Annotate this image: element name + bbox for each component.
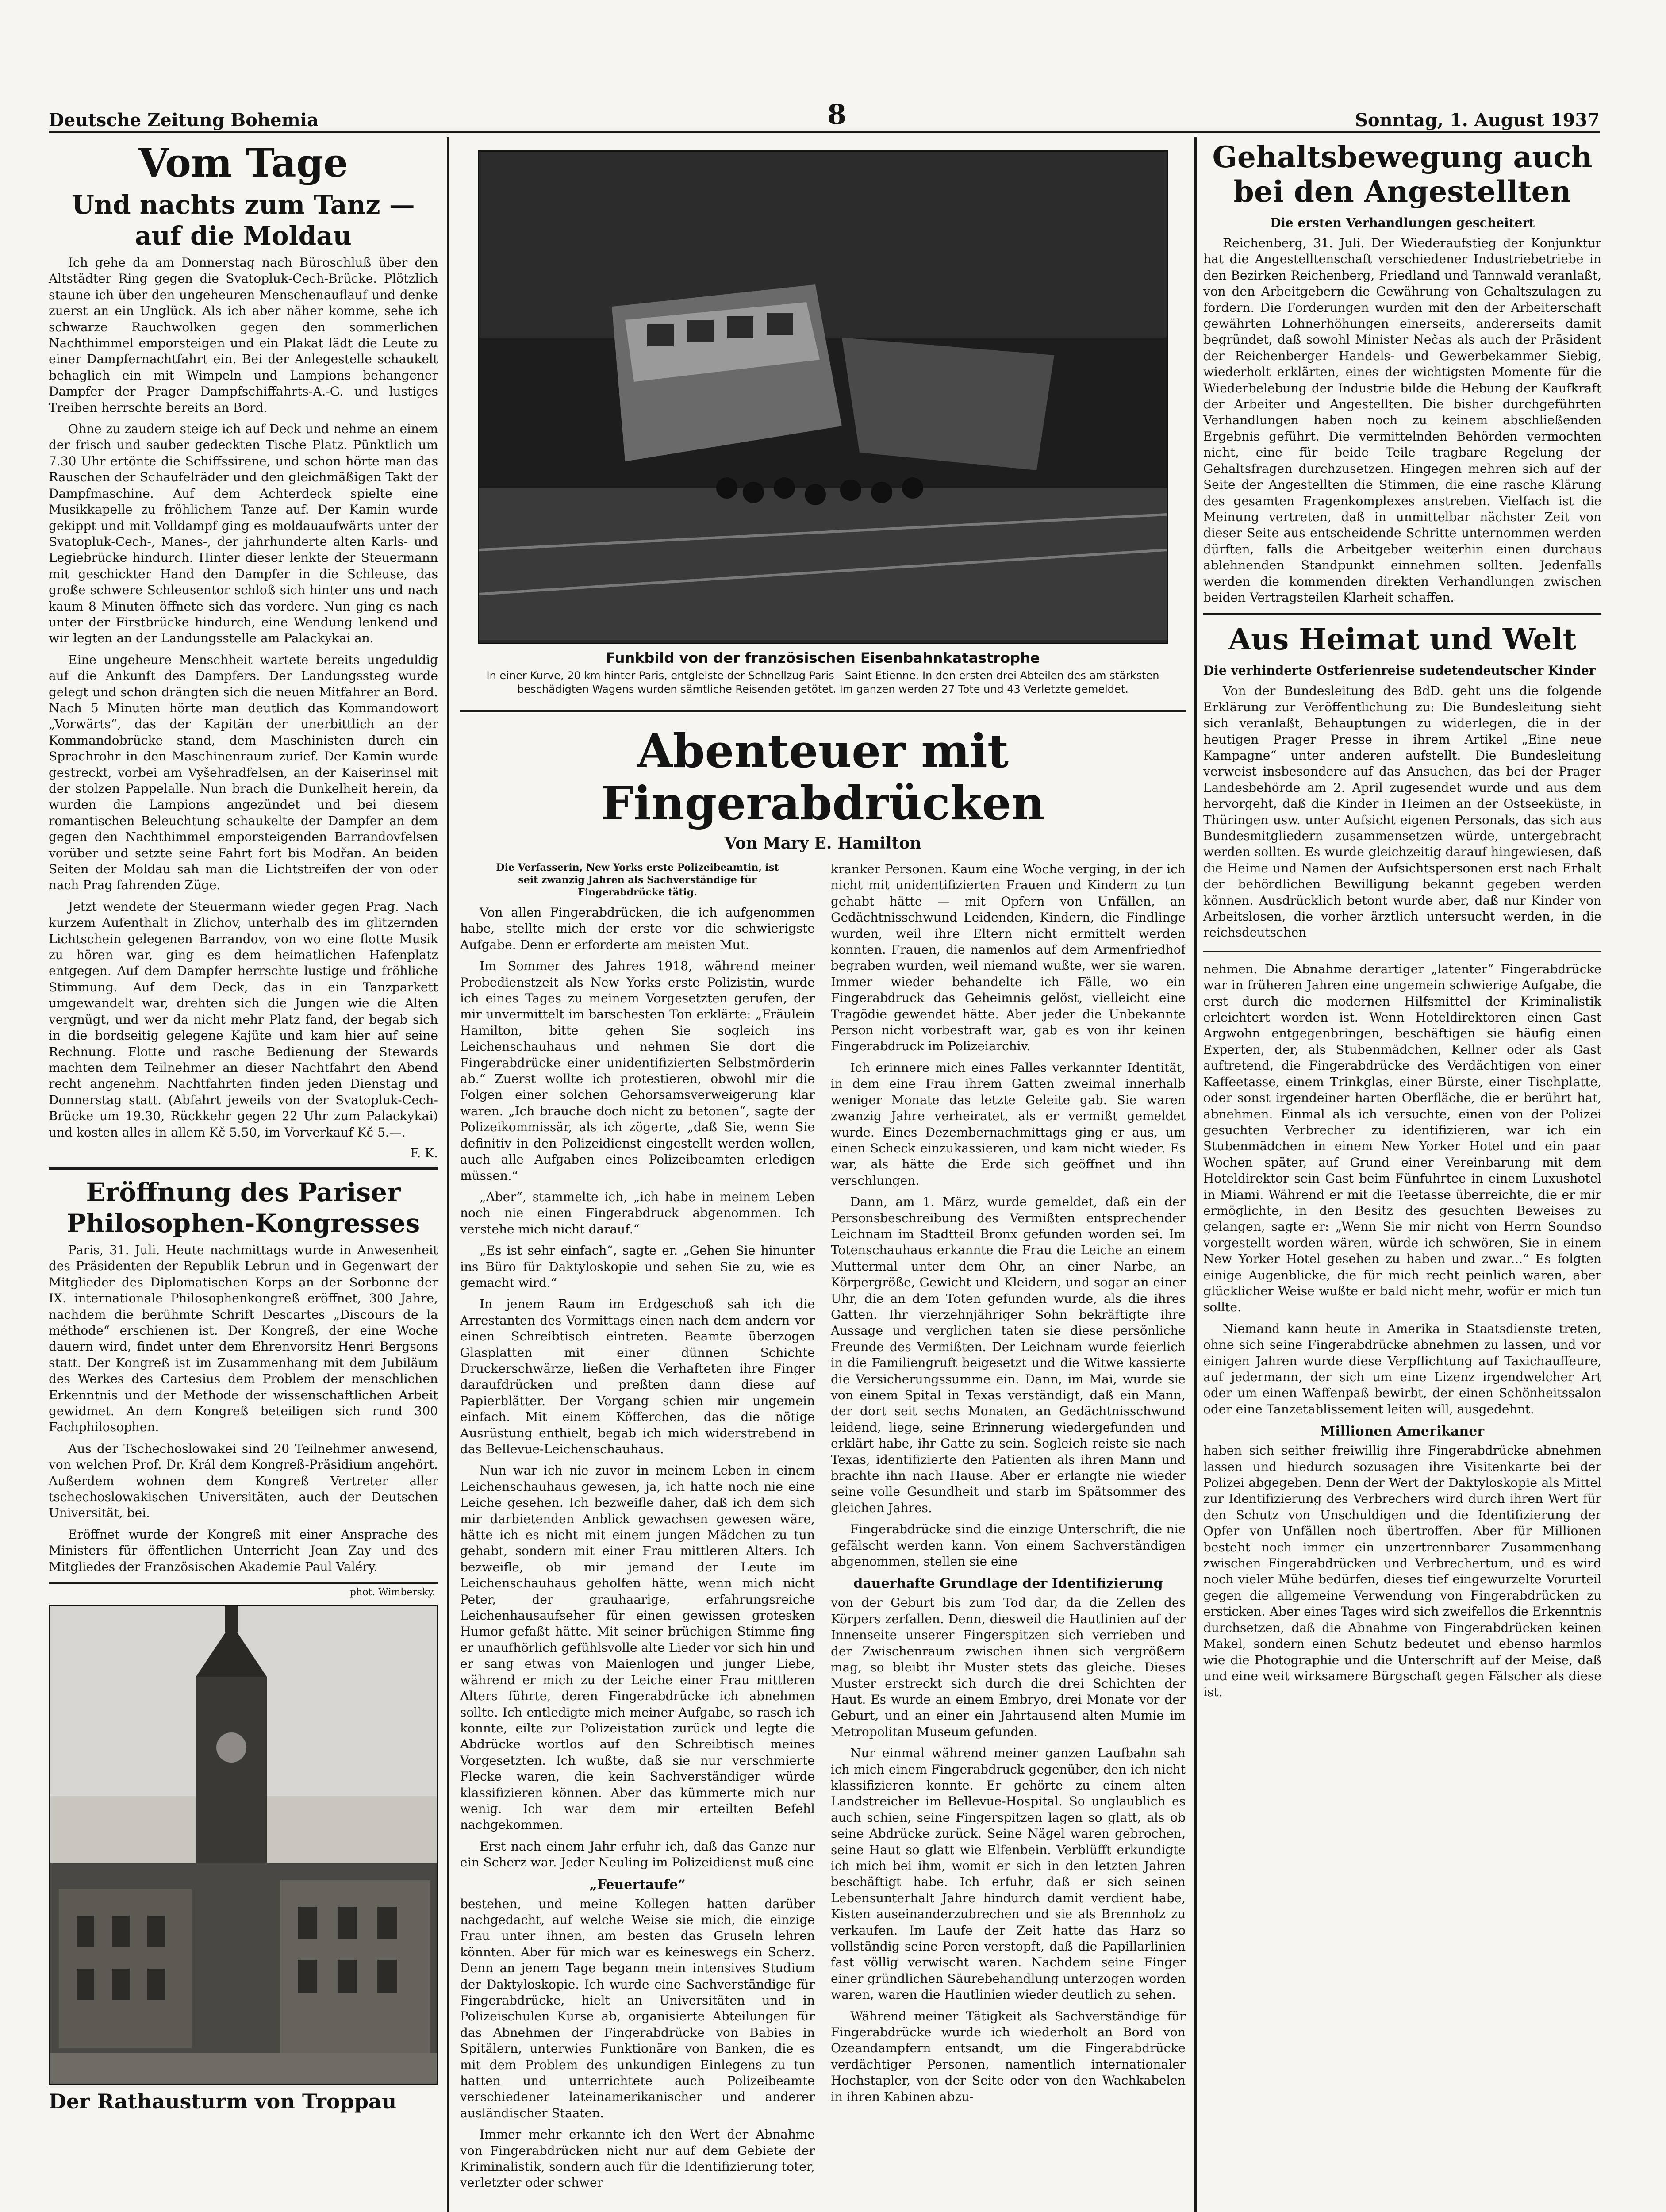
photo-credit: phot. Wimbersky. bbox=[349, 1587, 435, 1598]
article-paragraph: Von allen Fingerabdrücken, die ich aufgenommen habe, stellte mich der erste vor die schwierigste Aufgabe. Denn er erforderte am meisten Mut. bbox=[460, 905, 815, 952]
article-paragraph: Erst nach einem Jahr erfuhr ich, daß das Ganze nur ein Scherz war. Jeder Neuling im Polizeidienst muß eine bbox=[460, 1839, 815, 1870]
article-paragraph: Paris, 31. Juli. Heute nachmittags wurde in Anwesenheit des Präsidenten der Republik Lebrun und in Gegenwart der Mitglieder des Diplomatischen Korps an der Sorbonne der IX. internationale Philosophenkongreß eröffnet, 300 Jahre, nachdem die berühmte Schrift Descartes „Discours de la méthode“ erschienen ist. Der Kongreß, der eine Woche dauern wird, findet unter dem Ehrenvorsitz Henri Bergsons statt. Der Kongreß ist im Zusammenhang mit dem Jubiläum des Werkes des Cartesius dem Problem der menschlichen Erkenntnis und der Methode der wissenschaftlichen Arbeit gewidmet. An dem Kongreß beteiligen sich rund 300 Fachphilosophen. bbox=[49, 1242, 438, 1435]
article-paragraph: Während meiner Tätigkeit als Sachverständige für Fingerabdrücke wurde ich wiederholt an Bord von Ozeandampfern entsandt, um die Fingerabdrücke verdächtiger Personen, namentlich internationaler Hochstapler, von der Seite oder von den Wachkabelen in ihren Kabinen abzu- bbox=[831, 2008, 1186, 2104]
article-subtitle: Die ersten Verhandlungen gescheitert bbox=[1270, 215, 1535, 230]
article-paragraph: Ich gehe da am Donnerstag nach Büroschluß über den Altstädter Ring gegen die Svatopluk-Cech-Brücke. Plötzlich staune ich über den ungeheuren Menschenauflauf und denke zuerst an ein Unglück. Als ich aber näher komme, sehe ich schwarze Rauchwolken gegen den sommerlichen Nachthimmel emporsteigen und ein Plakat lädt die Leute zu einer Dampfernachtfahrt ein. Bei der Anlegestelle schaukelt behaglich ein mit Wimpeln und Lampions behangener Dampfer der Prager Dampfschiffahrts-A.-G. und lustiges Treiben herrschte bereits an Bord. bbox=[49, 255, 438, 415]
article-separator bbox=[49, 1167, 438, 1170]
photo-caption-title: Funkbild von der französischen Eisenbahnkatastrophe bbox=[606, 649, 1040, 666]
article-paragraph: Niemand kann heute in Amerika in Staatsdienste treten, ohne sich seine Fingerabdrücke abnehmen zu lassen, und vor einigen Jahren wurde diese Verpflichtung auf Taxichauffeure, auf jedermann, der sich um eine Lizenz irgendwelcher Art oder um einen Waffenpaß bewirbt, der einen Schönheitssalon oder eine Tanzetablissement leiten will, ausgedehnt. bbox=[1203, 1321, 1601, 1417]
article-title-fingerabdruecke: Abenteuer mit Fingerabdrücken bbox=[601, 724, 1045, 830]
town-hall-tower-image bbox=[50, 1606, 438, 2084]
author-intro: Die Verfasserin, New Yorks erste Polizeibeamtin, ist seit zwanzig Jahren als Sachverständige für Fingerabdrücke tätig. bbox=[496, 862, 779, 898]
article-separator bbox=[49, 1582, 438, 1584]
issue-date: Sonntag, 1. August 1937 bbox=[1355, 110, 1600, 131]
article-paragraph: Eröffnet wurde der Kongreß mit einer Ansprache des Ministers für öffentlichen Unterricht Jean Zay und des Mitgliedes der Französischen Akademie Paul Valéry. bbox=[49, 1527, 438, 1574]
article-separator bbox=[460, 710, 1186, 712]
article-paragraph: In jenem Raum im Erdgeschoß sah ich die Arrestanten des Vormittags einen nach dem andern vor einen Schreibtisch eintreten. Beamte überzogen Glasplatten mit einer dünnen Schichte Druckerschwärze, ließen die Verhafteten ihre Finger daraufdrücken und preßten dann diese auf Papierblätter. Der Vorgang schien mir ungemein einfach. Mit einem Köfferchen, das die nötige Ausrüstung enthielt, begab ich mich widerstrebend in das Bellevue-Leichenschauhaus. bbox=[460, 1297, 815, 1456]
article-right-column bbox=[831, 861, 1186, 2197]
article-paragraph: „Es ist sehr einfach“, sagte er. „Gehen Sie hinunter ins Büro für Daktyloskopie und sehen Sie zu, wie es gemacht wird.“ bbox=[460, 1243, 815, 1290]
article-paragraph: bestehen, und meine Kollegen hatten darüber nachgedacht, auf welche Weise sie mich, die einzige Frau unter ihnen, am besten das Gruseln lehren könnten. Aber für mich war es keineswegs ein Scherz. Denn an jenem Tage begann mein intensives Studium der Daktyloskopie. Ich wurde eine Sachverständige für Fingerabdrücke, hielt an Universitäten und in Polizeischulen Kurse ab, organisierte Abteilungen für das Abnehmen der Fingerabdrücke von Babies in Spitälern, unterwies Funktionäre von Banken, die es mit dem Problem des unkundigen Einlegens zu tun hatten und unterrichtete auch Polizeibeamte verschiedener lateinamerikanischer und anderer ausländischer Staaten. bbox=[460, 1896, 815, 2120]
newspaper-name: Deutsche Zeitung Bohemia bbox=[49, 110, 319, 131]
article-paragraph: Nur einmal während meiner ganzen Laufbahn sah ich mich einem Fingerabdruck gegenüber, den ich nicht klassifizieren konnte. Er gehörte zu einem alten Landstreicher im Bellevue-Hospital. So unglaublich es auch schien, seine Fingerspitzen lagen so glatt, als ob seine Abdrücke zurück. Seine Nägel waren gebrochen, seine Haut so glatt wie Elfenbein. Verblüfft erkundigte ich mich bei ihm, womit er sich in den letzten Jahren beschäftigt habe. Ich erfuhr, daß er sich seinen Lebensunterhalt Jahre hindurch damit verdient habe, Kisten auseinanderzubrechen und sie als Brennholz zu verkaufen. Im Laufe der Zeit hatte das Harz so vollständig seine Poren verstopft, daß die Papillarlinien fast völlig verwischt waren. Nachdem seine Finger einer gründlichen Säurebehandlung unterzogen worden waren, waren die Hautlinien wieder deutlich zu sehen. bbox=[831, 1746, 1186, 2002]
photo-caption: Der Rathausturm von Troppau bbox=[49, 2089, 397, 2114]
article-left-column bbox=[460, 861, 815, 2197]
column-left bbox=[49, 137, 438, 2113]
article-paragraph: Im Sommer des Jahres 1918, während meiner Probedienstzeit als New Yorks erste Polizistin, wurde ich eines Tages zu meinem Vorgesetzten gerufen, der mir unvermittelt im barschesten Ton erklärte: „Fräulein Hamilton, bitte gehen Sie sogleich ins Leichenschauhaus und nehmen Sie dort die Fingerabdrücke einer unidentifizierten Selbstmörderin ab.“ Zuerst wollte ich protestieren, obwohl mir die Folgen einer solchen Gehorsamsverweigerung klar waren. „Ich brauche doch nicht zu betonen“, sagte der Polizeikommissär, als ich zögerte, „daß Sie, wenn Sie definitiv in den Polizeidienst eingestellt werden wollen, auch alle Aufgaben eines Polizeibeamten erledigen müssen.“ bbox=[460, 959, 815, 1183]
article-signature: F. K. bbox=[410, 1145, 438, 1160]
article-paragraph: Von der Bundesleitung des BdD. geht uns die folgende Erklärung zur Veröffentlichung zu: Die Bundesleitung sieht sich veranlaßt, Behauptungen zu widerlegen, die in der heutigen Prager Presse in ihrem Artikel „Eine neue Kampagne“ unter anderen aufstellt. Die Bundesleitung verweist insbesondere auf das Ansuchen, das bei der Prager Landesbehörde am 2. April zugesendet wurde und aus dem hervorgeht, daß die Kinder in Heimen an der Ostseeküste, in Thüringen usw. unter Aufsicht eigenen Personals, das sich aus Bundesmitgliedern zusammensetzen würde, untergebracht werden sollten. Es wurde gleichzeitig darauf hingewiesen, daß die Heime und Namen der Aufsichtspersonen erst nach Erhalt der behördlichen Bewilligung bekannt gegeben werden können. Ausdrücklich betont wurde aber, daß nur Kinder von Arbeitslosen, die vorher ärztlich untersucht werden, in die reichsdeutschen bbox=[1203, 684, 1601, 940]
article-title-moldau: Und nachts zum Tanz — auf die Moldau bbox=[72, 190, 415, 251]
troppau-photo bbox=[49, 1605, 438, 2085]
masthead bbox=[49, 91, 1600, 133]
article-paragraph: haben sich seither freiwillig ihre Fingerabdrücke abnehmen lassen und hiedurch sozusagen ihre Visitenkarte bei der Polizei abgegeben. Denn der Wert der Daktyloskopie als Mittel zur Identifizierung des Verbrechers wird durch ihren Wert für den Schutz von Unschuldigen und die Identifizierung der Opfer von Unfällen noch übertroffen. Aber für Millionen besteht noch immer ein unzertrennbarer Zusammenhang zwischen Fingerabdrücken und Verbrechertum, und es wird noch vieler Mühe bedürfen, dieses tief eingewurzelte Vorurteil gegen die allgemeine Verwendung von Fingerabdrücken zu ersticken. Aber eines Tages wird sich zweifellos die Erkenntnis durchsetzen, daß die Abnahme von Fingerabdrücken keinen Makel, sondern einen Schutz bedeutet und ebenso harmlos wie die Photographie und die Unterschrift auf der Meise, daß und eine weit wirksamere Bürgschaft gegen Fälscher als diese ist. bbox=[1203, 1443, 1601, 1700]
article-subhead: dauerhafte Grundlage der Identifizierung bbox=[853, 1576, 1163, 1592]
column-divider bbox=[1194, 137, 1197, 2212]
article-paragraph: Eine ungeheure Menschheit wartete bereits ungeduldig auf die Ankunft des Dampfers. Der Landungssteg wurde gelegt und schon drängten sich die neuen Mitfahrer an Bord. Nach 5 Minuten hörte man deutlich das Kommandowort „Vorwärts“, das der Kapitän der unerbittlich an der Kommandobrücke stand, dem Maschinisten durch ein Sprachrohr in den Maschinenraum zurief. Der Kamin wurde gestreckt, vorbei am Vyšehradfelsen, an der Kaiserinsel mit der stolzen Pappelalle. Nun brach die Dunkelheit herein, da wurden die Lampions angezündet und bei diesem romantischen Beleuchtung schaukelte der Dampfer an dem gegen den Nachthimmel emporsteigenden Barrandovfelsen vorüber und setzte seine Fahrt fort bis Modřan. An beiden Seiten der Moldau sah man die Lichtstreifen der von oder nach Prag fahrenden Züge. bbox=[49, 652, 438, 893]
column-right bbox=[1203, 137, 1601, 1706]
article-title-gehaltsbewegung: Gehaltsbewegung auch bei den Angestellten bbox=[1212, 140, 1593, 209]
article-two-columns bbox=[460, 861, 1186, 2197]
article-paragraph: Immer mehr erkannte ich den Wert der Abnahme von Fingerabdrücken nicht nur auf dem Gebiete der Kriminalistik, sondern auch für die Identifizierung toter, verletzter oder schwer bbox=[460, 2127, 815, 2190]
article-byline: Von Mary E. Hamilton bbox=[724, 834, 921, 853]
column-break-line bbox=[1203, 951, 1601, 952]
troppau-photo-block bbox=[49, 1587, 438, 2114]
article-paragraph: Dann, am 1. März, wurde gemeldet, daß ein der Personsbeschreibung des Vermißten entsprechender Leichnam im Stadtteil Bronx gefunden worden sei. Im Totenschauhaus erkannte die Frau die Leiche an einem Muttermal unter dem Ohr, an einer Narbe, an Körpergröße, Gewicht und Kleidern, und sogar an einer Uhr, die an dem Toten gefunden wurde, als die ihres Gatten. Ihr vierzehnjähriger Sohn bekräftigte ihre Aussage und verglichen taten sie diese persönliche Freunde des Vermißten. Der Leichnam wurde feierlich in die Familiengruft beigesetzt und die Witwe kassierte die Versicherungssumme ein. Dann, im Mai, wurde sie von einem Spital in Texas verständigt, daß ein Mann, der dort seit sechs Monaten, an Gedächtnisschwund leidend, liege, seine Erinnerung wiedergefunden und erklärt habe, ihr Gatte zu sein. Sogleich reiste sie nach Texas, identifizierte den Patienten als ihren Mann und brachte ihn nach Hause. Aber er erlangte nie wieder seine volle Gesundheit und starb im Spätsommer des gleichen Jahres. bbox=[831, 1194, 1186, 1515]
article-separator bbox=[1203, 613, 1601, 615]
article-paragraph: „Aber“, stammelte ich, „ich habe in meinem Leben noch nie einen Fingerabdruck abgenommen. Ich verstehe mich nicht darauf.“ bbox=[460, 1189, 815, 1237]
article-paragraph: Reichenberg, 31. Juli. Der Wiederaufstieg der Konjunktur hat die Angestelltenschaft verschiedener Industriebetriebe in den Bezirken Reichenberg, Friedland und Tannwald veranlaßt, von den Arbeitgebern die Gewährung von Gehaltszulagen zu fordern. Die Forderungen wurden mit den der Arbeiterschaft gewährten Lohnerhöhungen einerseits, andererseits damit begründet, daß sowohl Minister Nečas als auch der Präsident der Reichenberger Handels- und Gewerbekammer Siebig, wiederholt erklärten, eines der wichtigsten Momente für die Wiederbelebung der Industrie bilde die Hebung der Kaufkraft der Arbeiter und Angestellten. Die bisher durchgeführten Verhandlungen haben noch zu keinem abschließenden Ergebnis geführt. Die vermittelnden Behörden vermochten nicht, eine für beide Teile tragbare Regelung der Gehaltsfragen durchzusetzen. Hingegen mehren sich auf der Seite der Angestellten die Stimmen, die eine rasche Klärung des gesamten Fragenkomplexes anstreben. Vielfach ist die Meinung vertreten, daß in unmittelbar nächster Zeit von dieser Seite aus entscheidende Schritte unternommen werden dürften, falls die Arbeitgeber weiterhin einen durchaus ablehnenden Standpunkt einnehmen sollten. Jedenfalls werden die kommenden direkten Verhandlungen zwischen beiden Vertragsteilen Klarheit schaffen. bbox=[1203, 236, 1601, 605]
article-paragraph: Jetzt wendete der Steuermann wieder gegen Prag. Nach kurzem Aufenthalt in Zlichov, unterhalb des im glitzernden Lichtschein gelegenen Barrandov, von wo eine flotte Musik zu hören war, ging es dem heimatlichen Hafenplatz entgegen. Auf dem Dampfer herrschte lustige und fröhliche Stimmung. Auf dem Deck, das in ein Tanzparkett umgewandelt war, drehten sich die Jungen wie die Alten vergnügt, und wer da nicht mehr Platz fand, der begab sich in die bordseitig gelegene Kajüte und kam hier auf seine Rechnung. Flotte und rasche Bedienung der Stewards machten dem Teilnehmer an dieser Nachtfahrt den Abend recht angenehm. Nachtfahrten finden jeden Dienstag und Donnerstag statt. (Abfahrt jeweils von der Svatopluk-Cech-Brücke um 19.30, Rückkehr gegen 22 Uhr zum Palackykai) und kosten alles in allem Kč 5.50, im Vorverkauf Kč 5.—. bbox=[49, 899, 438, 1140]
article-subhead: „Feuertaufe“ bbox=[589, 1877, 686, 1893]
section-title-vom-tage: Vom Tage bbox=[138, 140, 349, 186]
column-divider bbox=[447, 137, 449, 2212]
article-paragraph: Ohne zu zaudern steige ich auf Deck und nehme an einem der frisch und sauber gedeckten Tische Platz. Pünktlich um 7.30 Uhr ertönte die Schiffssirene, und schon hörte man das Rauschen der Schaufelräder und den gleichmäßigen Takt der Dampfmaschine. Auf dem Achterdeck spielte eine Musikkapelle zu fröhlichem Tanze auf. Der Kamin wurde gekippt und mit Volldampf ging es moldauaufwärts unter der Svatopluk-Cech-, Manes-, der jahrhunderte alten Karls- und Legiebrücke hindurch. Hinter dieser lenkte der Steuermann mit geschickter Hand den Dampfer in die Schleuse, das große schwere Schleusentor schloß sich hinter uns und nach kaum 8 Minuten öffnete sich das vordere. Nun ging es nach unter der Firstbrücke hindurch, eine Wendung lenkend und wir legten an der Landungsstelle am Palackykai an. bbox=[49, 422, 438, 646]
article-subhead: Millionen Amerikaner bbox=[1320, 1424, 1485, 1440]
photo-caption-text: In einer Kurve, 20 km hinter Paris, entgleiste der Schnellzug Paris—Saint Etienne. In den ersten drei Abteilen des am stärksten beschädigten Wagens wurden sämtliche Reisenden getötet. Im ganzen werden 27 Tote und 43 Verletzte gemeldet. bbox=[486, 669, 1159, 695]
column-center bbox=[460, 137, 1186, 2197]
article-paragraph: Nun war ich nie zuvor in meinem Leben in einem Leichenschauhaus gewesen, ja, ich hatte noch nie eine Leiche gesehen. Ich bezweifle daher, daß ich dem sich mir darbietenden Anblick gewachsen gewesen wäre, hätte ich es nicht mit einem jungen Mädchen zu tun gehabt, sondern mit einer Frau mittleren Alters. Ich bezweifle, ob mir jemand der Leute im Leichenschauhaus geholfen hätte, wenn mich nicht Peter, der grauhaarige, erfahrungsreiche Leichenhausaufseher für einen gewissen grotesken Humor gefaßt hätte. Mit seiner brüchigen Stimme fing er unaufhörlich gefühlsvolle alte Lieder vor sich hin und er sang etwas von Maienlogen und junger Liebe, während er mich zu der Leiche einer Frau mittleren Alters führte, deren Fingerabdrücke ich abnehmen sollte. Ich entledigte mich meiner Aufgabe, so rasch ich konnte, eilte zur Polizeistation zurück und legte die Abdrücke wortlos auf den Schreibtisch meines Vorgesetzten. Ich wußte, daß sie nur verschmierte Flecke waren, die kein Sachverständiger würde klassifizieren können. Aber das kümmerte mich nur wenig. Ich war dem mir erteilten Befehl nachgekommen. bbox=[460, 1463, 815, 1832]
train-wreck-image bbox=[479, 152, 1167, 640]
section-title-heimat-und-welt: Aus Heimat und Welt bbox=[1228, 622, 1577, 657]
article-paragraph: Ich erinnere mich eines Falles verkannter Identität, in dem eine Frau ihrem Gatten zweimal innerhalb weniger Monate das letzte Geleite gab. Sie waren zwanzig Jahre verheiratet, als er vermißt gemeldet wurde. Eines Dezembernachmittags ging er aus, um einen Scheck einzukassieren, und kam nicht wieder. Es war, als hätte die Erde sich geöffnet und ihn verschlungen. bbox=[831, 1060, 1186, 1188]
article-paragraph: nehmen. Die Abnahme derartiger „latenter“ Fingerabdrücke war in früheren Jahren eine ungemein schwierige Aufgabe, die erst durch die modernen Hilfsmittel der Kriminalistik erleichtert worden ist. Wenn Hoteldirektoren einen Gast Argwohn entgegenbringen, beschäftigen sie häufig einen Experten, der, als Stubenmädchen, Kellner oder als Gast auftretend, die Fingerabdrücke des Verdächtigen von einer Kaffeetasse, einem Trinkglas, einer Bürste, einer Tischplatte, oder sonst irgendeiner harten Oberfläche, die er berührt hat, abnehmen. Einmal als ich versuchte, einen von der Polizei gesuchten Verbrecher zu identifizieren, war ich ein Stubenmädchen in einem New Yorker Hotel und ein paar Wochen später, auf Grund einer Vereinbarung mit dem Hoteldirektor sein Gast beim Fünfuhrtee in einem Luxushotel in Miami. Während er mit die Teetasse überreichte, die er mir ermöglichte, in den Besitz des gesuchten Beweises zu gelangen, sagte er: „Wenn Sie mir nicht von Herrn Soundso vorgestellt worden wären, würde ich schwören, Sie in einem New Yorker Hotel gesehen zu haben und zwar...“ Es folgten einige Augenblicke, die für mich recht peinlich waren, aber glücklicher Weise wußte er bald nicht mehr, wofür er mich tun sollte. bbox=[1203, 961, 1601, 1315]
article-paragraph: Aus der Tschechoslowakei sind 20 Teilnehmer anwesend, von welchen Prof. Dr. Král dem Kongreß-Präsidium angehört. Außerdem wohnen dem Kongreß Vertreter aller tschechoslowakischen Universitäten, auch der Deutschen Universität, bei. bbox=[49, 1441, 438, 1521]
article-paragraph: Fingerabdrücke sind die einzige Unterschrift, die nie gefälscht werden kann. Von einem Sachverständigen abgenommen, stellen sie eine bbox=[831, 1522, 1186, 1569]
article-paragraph: kranker Personen. Kaum eine Woche verging, in der ich nicht mit unidentifizierten Frauen und Kindern zu tun gehabt hätte — mit Opfern von Unfällen, an Gedächtnisschwund Leidenden, Kindern, die Findlinge wurden, weil ihre Eltern nicht ermittelt werden konnten. Frauen, die namenlos auf dem Armenfriedhof begraben wurden, weil niemand wußte, wer sie waren. Immer wieder behandelte ich Fälle, wo ein Fingerabdruck das Geheimnis gelöst, vielleicht eine Tragödie gewendet hätte. Aber jeder die Unbekannte Person nicht vorbestraft war, gab es von ihr keinen Fingerabdruck im Polizeiarchiv. bbox=[831, 862, 1186, 1054]
train-crash-photo bbox=[478, 150, 1168, 644]
article-subtitle: Die verhinderte Ostferienreise sudetendeutscher Kinder bbox=[1203, 663, 1596, 678]
article-paragraph: von der Geburt bis zum Tod dar, da die Zellen des Körpers zerfallen. Denn, diesweil die Hautlinien auf der Innenseite unserer Fingerspitzen sich verrieben und der Zwischenraum zwischen ihnen sich vergrößern mag, so bleibt ihr Muster stets das gleiche. Dieses Muster erstreckt sich durch die drei Schichten der Haut. Es wurde an einem Embryo, drei Monate vor der Geburt, und an einer ein Jahrtausend alten Mumie im Metropolitan Museum gefunden. bbox=[831, 1595, 1186, 1739]
article-title-philosophen-kongress: Eröffnung des Pariser Philosophen-Kongresses bbox=[66, 1177, 420, 1238]
page-number: 8 bbox=[827, 98, 846, 131]
